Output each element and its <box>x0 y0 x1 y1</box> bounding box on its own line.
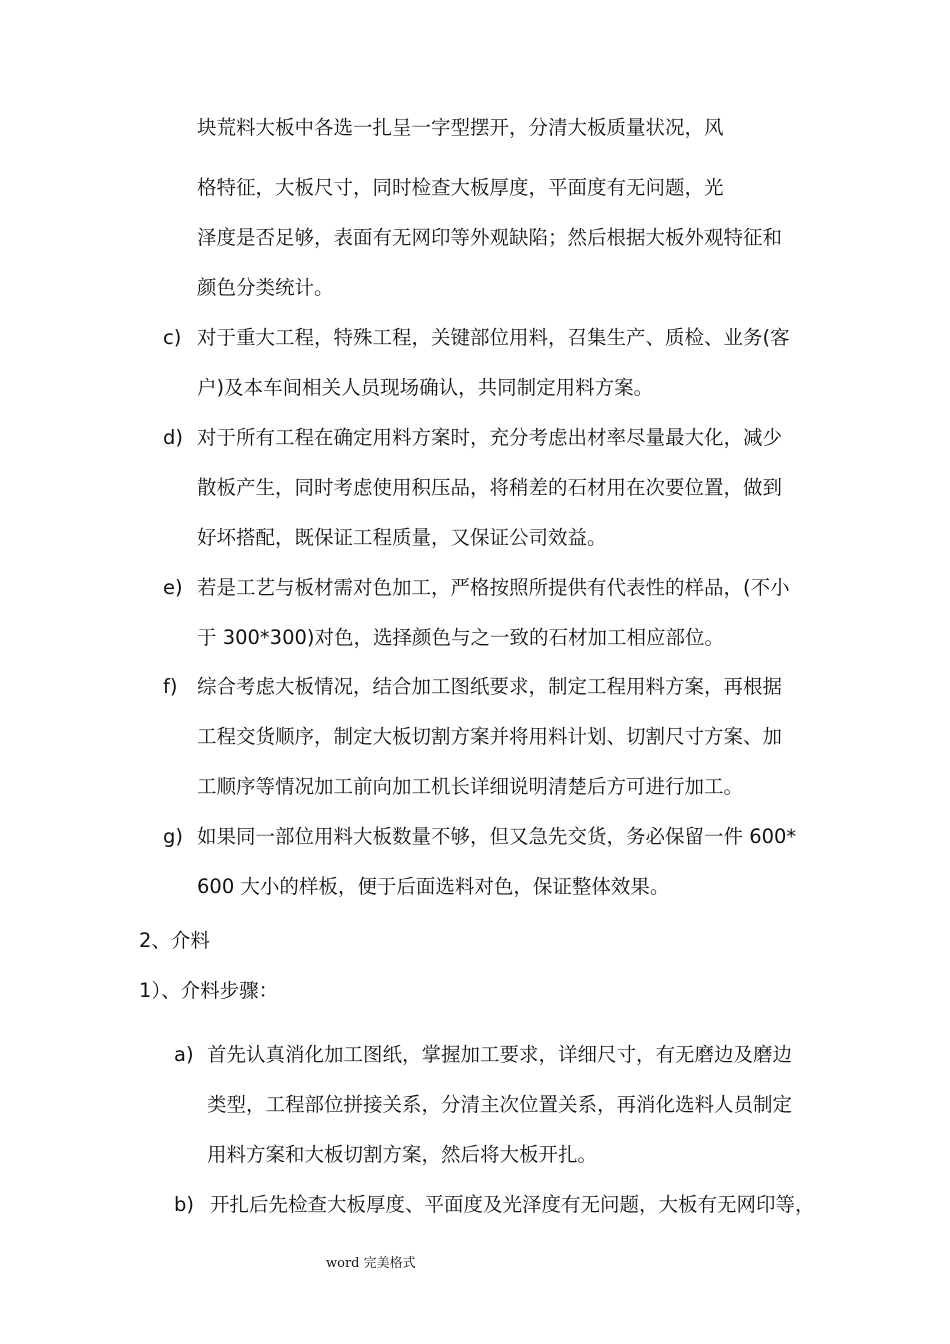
intro-line-4: 颜色分类统计。 <box>197 276 334 299</box>
list-item-label-f: f) <box>163 675 178 698</box>
sub-item-a-line-3: 用料方案和大板切割方案，然后将大板开扎。 <box>207 1143 598 1166</box>
list-item-e-line-2: 于 300*300)对色，选择颜色与之一致的石材加工相应部位。 <box>197 626 724 649</box>
list-item-f-line-1: 综合考虑大板情况，结合加工图纸要求，制定工程用料方案，再根据 <box>197 675 783 698</box>
list-item-f-line-3: 工顺序等情况加工前向加工机长详细说明清楚后方可进行加工。 <box>197 775 744 798</box>
list-item-d-line-2: 散板产生，同时考虑使用积压品，将稍差的石材用在次要位置，做到 <box>197 476 783 499</box>
sub-item-a-line-2: 类型，工程部位拼接关系，分清主次位置关系，再消化选料人员制定 <box>207 1093 793 1116</box>
sub-item-a-line-1: 首先认真消化加工图纸，掌握加工要求，详细尺寸，有无磨边及磨边 <box>207 1043 793 1066</box>
sub-item-label-b: b) <box>174 1193 194 1216</box>
sub-item-b-line-1: 开扎后先检查大板厚度、平面度及光泽度有无问题，大板有无网印等， <box>210 1193 815 1216</box>
section-heading: 2、介料 <box>139 929 210 952</box>
sub-heading: 1）、介料步骤： <box>139 979 279 1002</box>
list-item-f-line-2: 工程交货顺序，制定大板切割方案并将用料计划、切割尺寸方案、加 <box>197 725 783 748</box>
list-item-label-d: d) <box>163 426 183 449</box>
intro-line-2: 格特征，大板尺寸，同时检查大板厚度，平面度有无问题，光 <box>197 176 724 199</box>
list-item-d-line-3: 好坏搭配，既保证工程质量，又保证公司效益。 <box>197 526 607 549</box>
list-item-g-line-1: 如果同一部位用料大板数量不够，但又急先交货，务必保留一件 600* <box>197 825 797 848</box>
list-item-label-c: c) <box>163 326 182 349</box>
list-item-label-e: e) <box>163 576 183 599</box>
list-item-e-line-1: 若是工艺与板材需对色加工，严格按照所提供有代表性的样品，(不小 <box>197 576 790 599</box>
list-item-c-line-1: 对于重大工程，特殊工程，关键部位用料，召集生产、质检、业务(客 <box>197 326 790 349</box>
list-item-d-line-1: 对于所有工程在确定用料方案时，充分考虑出材率尽量最大化，减少 <box>197 426 783 449</box>
list-item-label-g: g) <box>163 825 183 848</box>
list-item-c-line-2: 户)及本车间相关人员现场确认，共同制定用料方案。 <box>197 376 654 399</box>
list-item-g-line-2: 600 大小的样板，便于后面选料对色，保证整体效果。 <box>197 875 670 898</box>
page-footer: word 完美格式 <box>326 1256 416 1271</box>
intro-line-1: 块荒料大板中各选一扎呈一字型摆开，分清大板质量状况，风 <box>197 116 724 139</box>
intro-line-3: 泽度是否足够，表面有无网印等外观缺陷；然后根据大板外观特征和 <box>197 226 783 249</box>
sub-item-label-a: a) <box>174 1043 194 1066</box>
